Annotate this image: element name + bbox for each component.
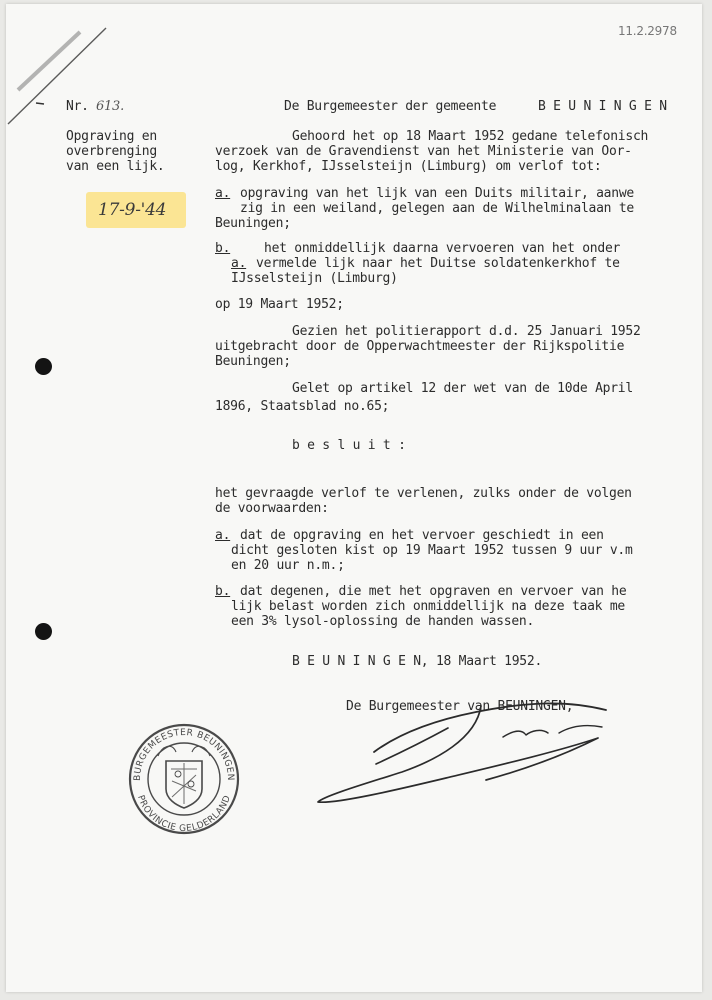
date-line: op 19 Maart 1952;: [215, 297, 344, 312]
place-date: B E U N I N G E N, 18 Maart 1952.: [292, 654, 543, 669]
gezien-line-3: Beuningen;: [215, 354, 291, 369]
intro-line-1: Gehoord het op 18 Maart 1952 gedane telefonisch: [292, 129, 649, 144]
reference-label: Nr.: [66, 99, 89, 114]
intro-line-3: log, Kerkhof, IJsselsteijn (Limburg) om verlof tot:: [215, 159, 602, 174]
subject-line-3: van een lijk.: [66, 159, 165, 174]
date-note: 17-9-'44: [98, 200, 167, 220]
item-a-line-2: zig in een weiland, gelegen aan de Wilhelminalaan te: [240, 201, 634, 216]
signature: [318, 703, 606, 802]
gelet-line-1: Gelet op artikel 12 der wet van de 10de April: [292, 381, 633, 396]
stamp-bottom-text: PROVINCIE GELDERLAND: [134, 793, 234, 835]
ink-overlay: [6, 4, 702, 992]
item-b-line-1: het onmiddellijk daarna vervoeren van het onder: [264, 241, 621, 256]
cond-b-label: b.: [215, 584, 231, 599]
item-b-line-2: vermelde lijk naar het Duitse soldatenkerkhof te: [256, 256, 620, 271]
cond-a-label: a.: [215, 528, 231, 543]
gezien-line-1: Gezien het politierapport d.d. 25 Januari 1952: [292, 324, 641, 339]
item-b-line-3: IJsselsteijn (Limburg): [231, 271, 398, 286]
besluit-heading: b e s l u i t :: [292, 438, 406, 453]
item-a-line-3: Beuningen;: [215, 216, 291, 231]
official-stamp: [130, 725, 238, 834]
item-b-ref: a.: [231, 256, 247, 271]
header-town: B E U N I N G E N: [538, 99, 667, 114]
document-page: [6, 4, 702, 992]
header-prefix: De Burgemeester der gemeente: [284, 99, 497, 114]
decision-line-2: de voorwaarden:: [215, 501, 329, 516]
cond-a-line-2: dicht gesloten kist op 19 Maart 1952 tussen 9 uur v.m: [231, 543, 633, 558]
subject-line-2: overbrenging: [66, 144, 157, 159]
cond-b-line-2: lijk belast worden zich onmiddellijk na deze taak me: [231, 599, 625, 614]
item-b-label: b.: [215, 241, 231, 256]
item-a-label: a.: [215, 186, 231, 201]
cond-a-line-1: dat de opgraving en het vervoer geschiedt in een: [240, 528, 604, 543]
item-a-line-1: opgraving van het lijk van een Duits militair, aanwe: [240, 186, 634, 201]
archive-date: 11.2.2978: [618, 24, 677, 38]
cond-a-line-3: en 20 uur n.m.;: [231, 558, 345, 573]
intro-line-2: verzoek van de Gravendienst van het Ministerie van Oor-: [215, 144, 632, 159]
stamp-top-text: BURGEMEESTER BEUNINGEN: [132, 727, 236, 782]
gezien-line-2: uitgebracht door de Opperwachtmeester der Rijkspolitie: [215, 339, 625, 354]
reference-number: 613.: [96, 99, 124, 114]
cond-b-line-3: een 3% lysol-oplossing de handen wassen.: [231, 614, 535, 629]
gelet-line-2: 1896, Staatsblad no.65;: [215, 399, 390, 414]
cond-b-line-1: dat degenen, die met het opgraven en vervoer van he: [240, 584, 627, 599]
decision-line-1: het gevraagde verlof te verlenen, zulks onder de volgen: [215, 486, 632, 501]
signatory-title: De Burgemeester van BEUNINGEN,: [346, 699, 574, 714]
scan-scratch-mark: [8, 28, 106, 124]
subject-line-1: Opgraving en: [66, 129, 157, 144]
